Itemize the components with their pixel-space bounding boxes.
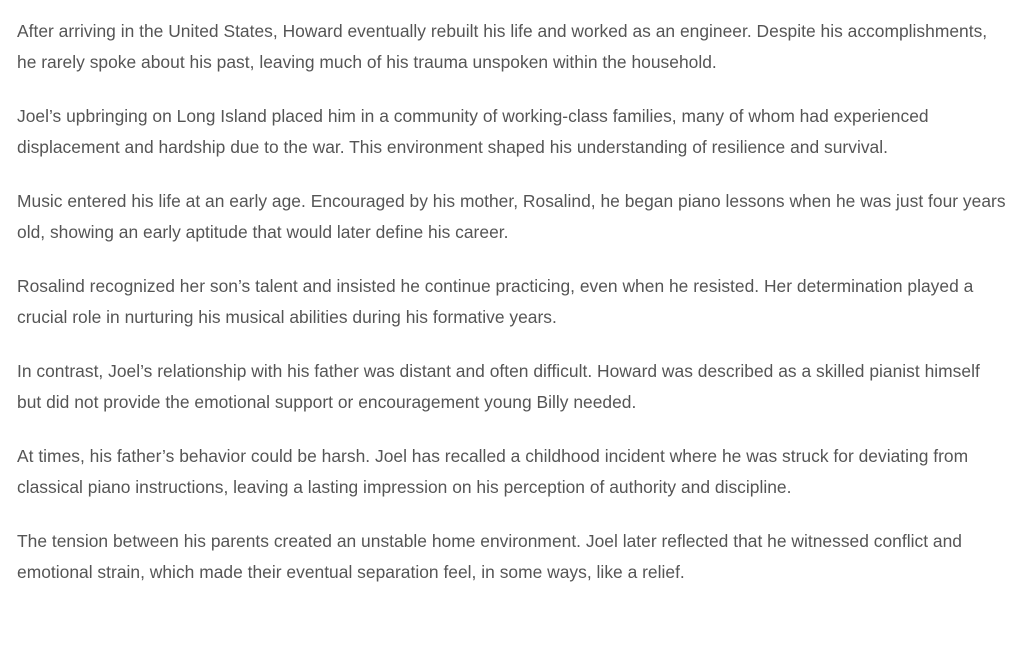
- paragraph-howard-rebuilt-life: After arriving in the United States, Howard eventually rebuilt his life and worked as an engineer. Despite his accomplishments, he rarely spoke about his past, leaving much of his trauma unspoken within the household.: [17, 21, 988, 72]
- paragraph-long-island-upbringing: Joel’s upbringing on Long Island placed him in a community of working-class families, many of whom had experienced displacement and hardship due to the war. This environment shaped his understanding of resilience and survival.: [17, 106, 929, 157]
- paragraph-music-early-age: Music entered his life at an early age. Encouraged by his mother, Rosalind, he began piano lessons when he was just four years old, showing an early aptitude that would later define his career.: [17, 191, 1006, 242]
- paragraph-parents-tension: The tension between his parents created an unstable home environment. Joel later reflected that he witnessed conflict and emotional strain, which made their eventual separation feel, in some ways, like a relief.: [17, 531, 962, 582]
- paragraph-father-harsh: At times, his father’s behavior could be harsh. Joel has recalled a childhood incident where he was struck for deviating from classical piano instructions, leaving a lasting impression on his perception of authority and discipline.: [17, 446, 969, 497]
- paragraph-father-relationship: In contrast, Joel’s relationship with his father was distant and often difficult. Howard was described as a skilled pianist himself but did not provide the emotional support or encouragement young Billy needed.: [17, 361, 980, 412]
- paragraph-rosalind-talent: Rosalind recognized her son’s talent and insisted he continue practicing, even when he resisted. Her determination played a crucial role in nurturing his musical abilities during his formative years.: [17, 276, 974, 327]
- article-body: [17, 16, 1007, 611]
